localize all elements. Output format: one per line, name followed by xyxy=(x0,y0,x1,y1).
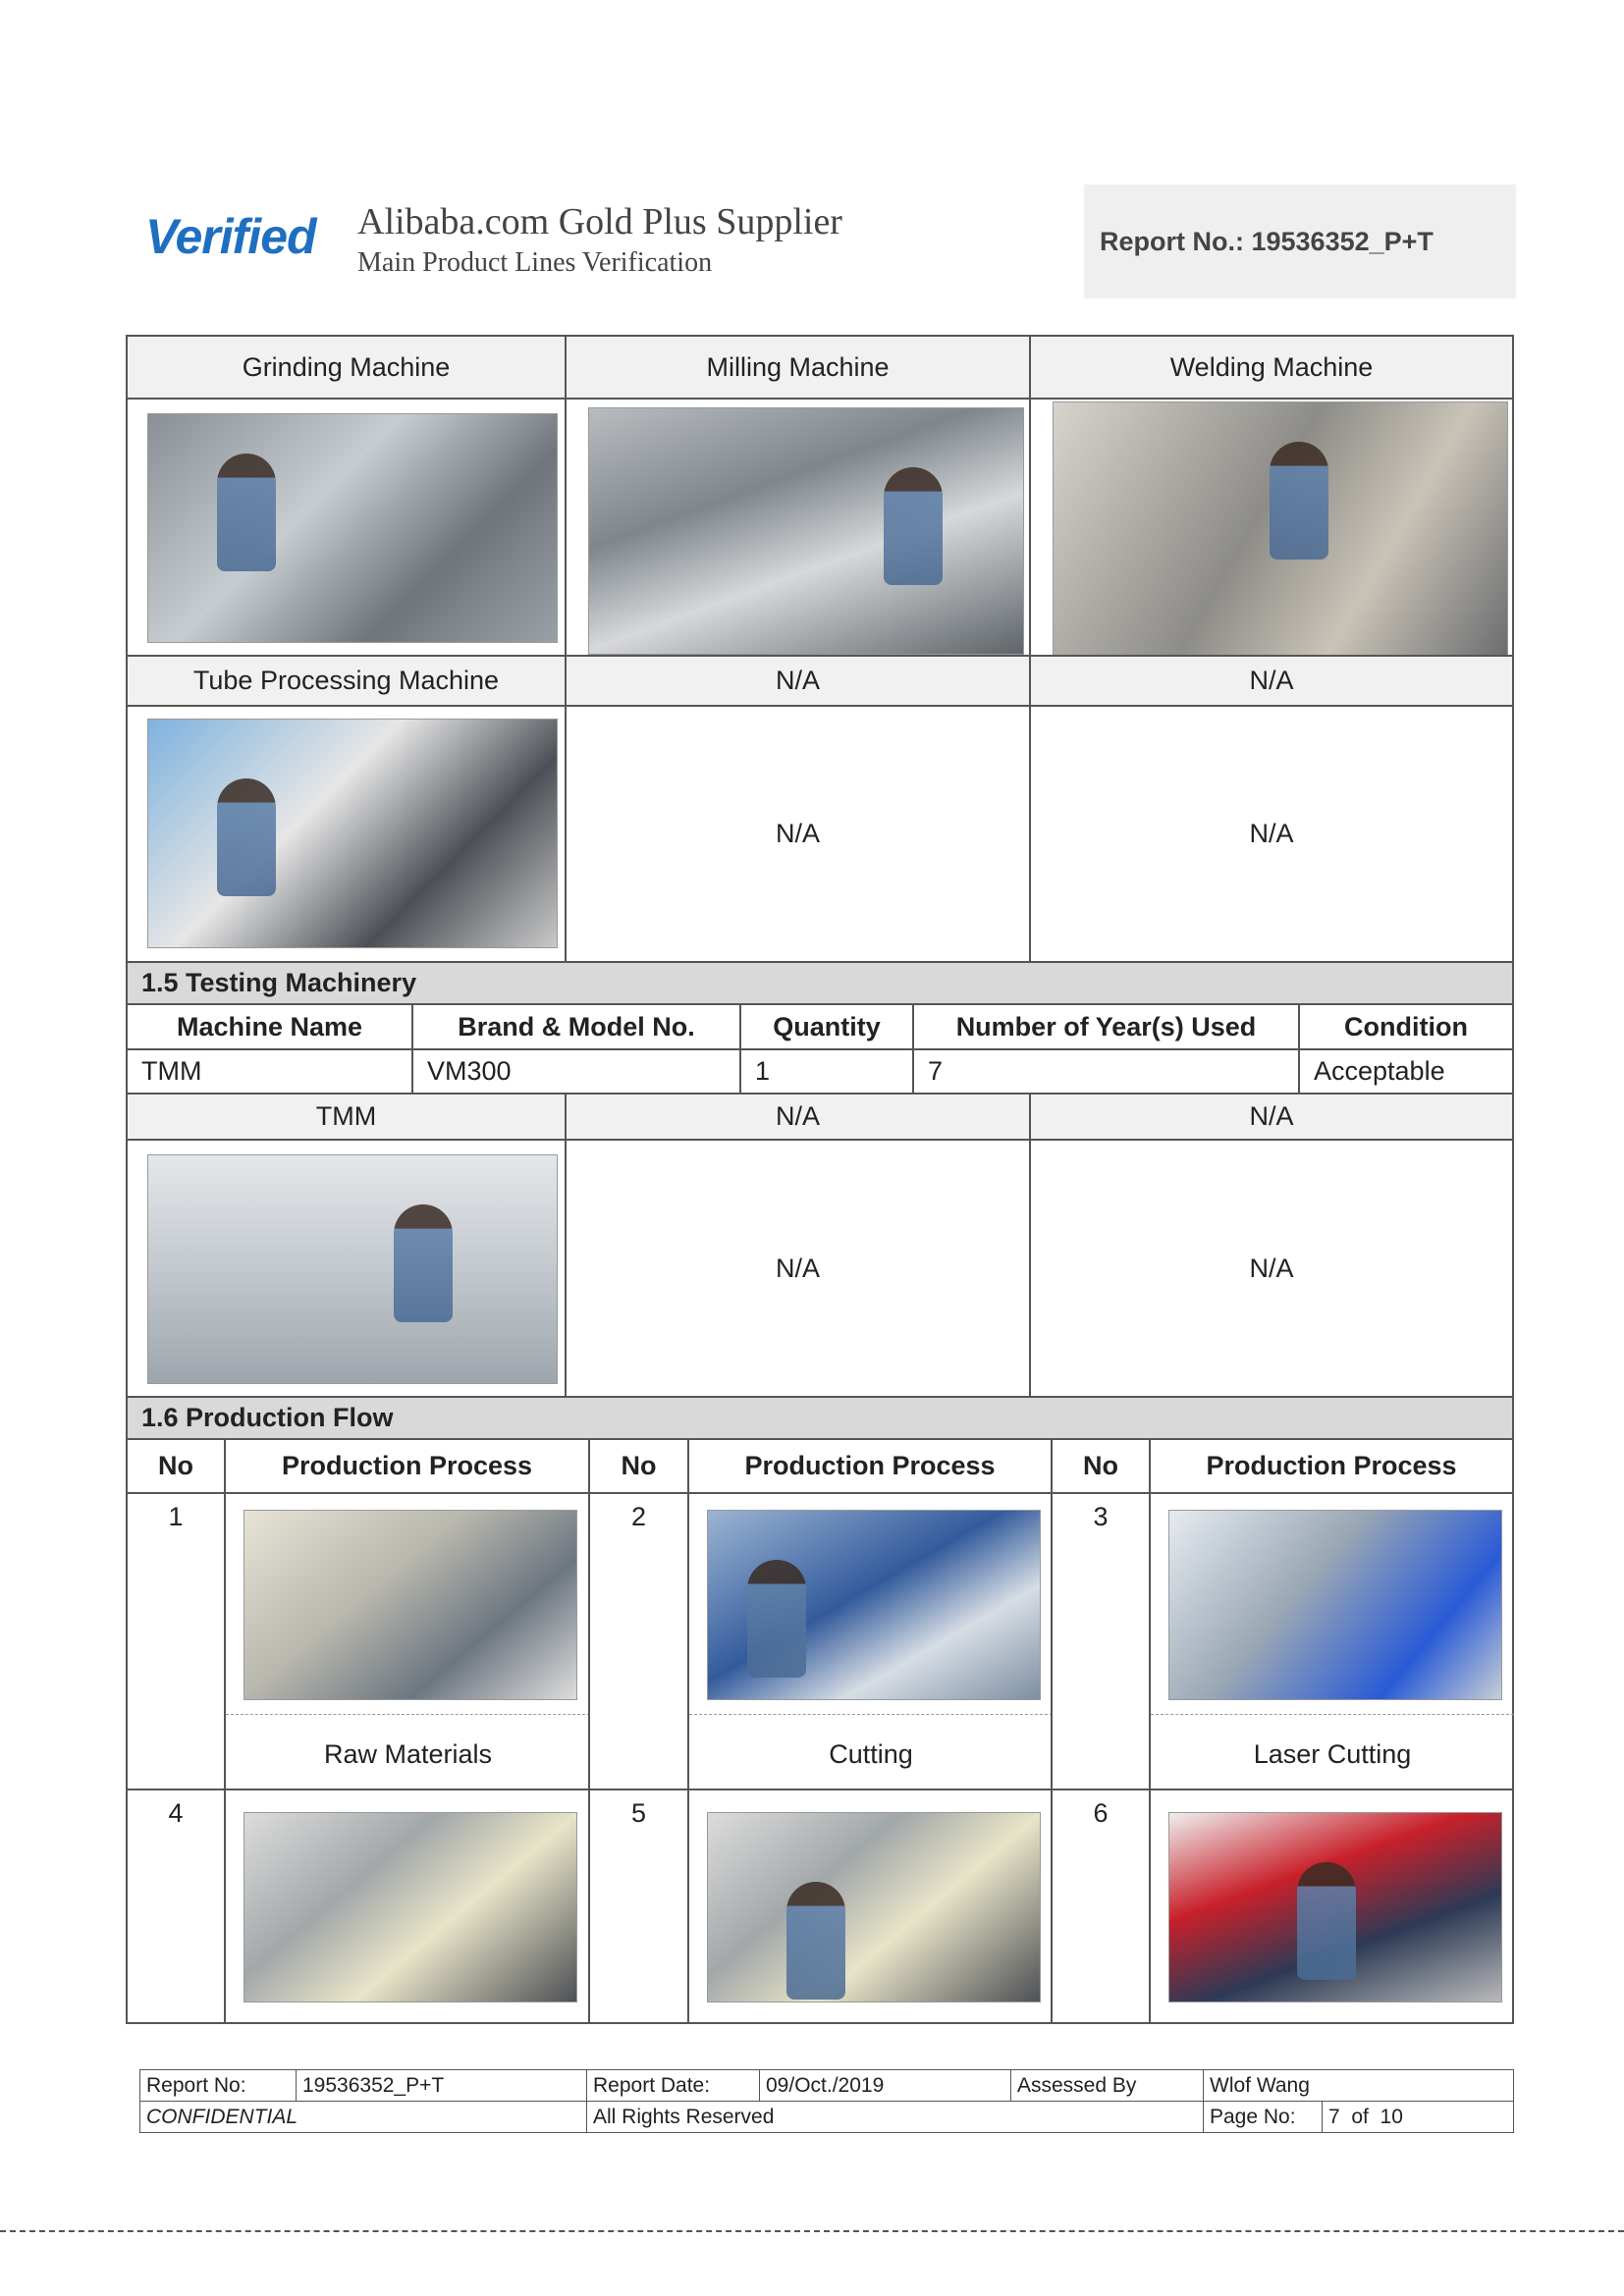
col-process-1: Production Process xyxy=(224,1438,590,1494)
process-photo-5 xyxy=(707,1812,1041,2002)
page-bottom-divider xyxy=(0,2230,1624,2232)
footer-report-date-label: Report Date: xyxy=(586,2069,760,2102)
footer-page-no: 7 of 10 xyxy=(1322,2101,1514,2133)
col-process-2: Production Process xyxy=(687,1438,1053,1494)
table-cell: VM300 xyxy=(411,1048,741,1095)
welding-machine-photo xyxy=(1053,401,1508,657)
header-subtitle: Main Product Lines Verification xyxy=(357,247,713,278)
step-number-cell xyxy=(1051,1789,1151,2024)
col-no-2: No xyxy=(588,1438,689,1494)
raw-materials-photo xyxy=(244,1510,577,1700)
step-number: 5 xyxy=(630,1798,647,1828)
testing-label-na-1: N/A xyxy=(565,1093,1031,1141)
machine-label-grinding: Grinding Machine xyxy=(126,335,567,400)
testing-na-cell-2: N/A xyxy=(1029,1139,1514,1398)
col-no-1: No xyxy=(126,1438,226,1494)
step-number-cell xyxy=(126,1492,226,1790)
section-testing-machinery: 1.5 Testing Machinery xyxy=(126,961,1514,1005)
process-label: Cutting xyxy=(829,1739,913,1769)
machine-label-na-2: N/A xyxy=(1029,655,1514,707)
footer-rights: All Rights Reserved xyxy=(586,2101,1204,2133)
na-cell-2: N/A xyxy=(1029,705,1514,963)
table-cell: TMM xyxy=(126,1048,413,1095)
step-number-cell xyxy=(126,1789,226,2024)
process-photo-4 xyxy=(244,1812,577,2002)
worker-figure xyxy=(747,1560,806,1678)
col-condition: Condition xyxy=(1298,1003,1514,1050)
col-brand-model: Brand & Model No. xyxy=(411,1003,741,1050)
machine-label-tube: Tube Processing Machine xyxy=(126,655,567,707)
table-cell: Acceptable xyxy=(1298,1048,1514,1095)
tmm-machine-photo xyxy=(147,1154,558,1384)
step-number: 3 xyxy=(1093,1502,1109,1531)
verified-logo: Verified xyxy=(145,209,316,264)
worker-figure xyxy=(1297,1862,1356,1980)
report-number: Report No.: 19536352_P+T xyxy=(1100,226,1434,256)
worker-figure xyxy=(884,467,943,585)
step-number-cell xyxy=(588,1492,689,1790)
grinding-machine-photo xyxy=(147,413,558,643)
process-cell-cutting xyxy=(687,1492,1053,1790)
worker-figure xyxy=(786,1882,845,2000)
tmm-photo-cell xyxy=(126,1139,567,1398)
milling-photo-cell xyxy=(565,398,1031,657)
testing-label-tmm: TMM xyxy=(126,1093,567,1141)
worker-figure xyxy=(217,454,276,571)
machine-label-milling: Milling Machine xyxy=(565,335,1031,400)
process-cell-4 xyxy=(224,1789,590,2024)
step-number: 2 xyxy=(630,1502,647,1531)
step-number: 1 xyxy=(168,1502,184,1531)
tube-processing-machine-photo xyxy=(147,719,558,948)
process-photo-6 xyxy=(1168,1812,1502,2002)
worker-figure xyxy=(394,1204,453,1322)
footer-assessed-by: Wlof Wang xyxy=(1203,2069,1514,2102)
process-cell-6 xyxy=(1149,1789,1514,2024)
table-cell: 1 xyxy=(739,1048,914,1095)
na-cell-1: N/A xyxy=(565,705,1031,963)
machine-label-na-1: N/A xyxy=(565,655,1031,707)
footer-report-date: 09/Oct./2019 xyxy=(759,2069,1011,2102)
laser-cutting-photo xyxy=(1168,1510,1502,1700)
header-title: Alibaba.com Gold Plus Supplier xyxy=(357,201,842,242)
table-cell: 7 xyxy=(912,1048,1300,1095)
process-cell-laser-cutting xyxy=(1149,1492,1514,1790)
welding-photo-cell xyxy=(1029,398,1514,657)
milling-machine-photo xyxy=(588,407,1024,655)
step-number: 4 xyxy=(168,1798,184,1828)
section-production-flow: 1.6 Production Flow xyxy=(126,1396,1514,1440)
footer-confidential: CONFIDENTIAL xyxy=(139,2101,587,2133)
col-machine-name: Machine Name xyxy=(126,1003,413,1050)
footer-report-no: 19536352_P+T xyxy=(296,2069,587,2102)
testing-label-na-2: N/A xyxy=(1029,1093,1514,1141)
machine-label-welding: Welding Machine xyxy=(1029,335,1514,400)
worker-figure xyxy=(1270,442,1328,560)
step-number-cell xyxy=(588,1789,689,2024)
report-number-box xyxy=(1084,185,1516,298)
footer-report-no-label: Report No: xyxy=(139,2069,297,2102)
process-label: Laser Cutting xyxy=(1253,1739,1412,1769)
grinding-photo-cell xyxy=(126,398,567,657)
footer-page-no-label: Page No: xyxy=(1203,2101,1323,2133)
col-years-used: Number of Year(s) Used xyxy=(912,1003,1300,1050)
cutting-photo xyxy=(707,1510,1041,1700)
tube-photo-cell xyxy=(126,705,567,963)
step-number: 6 xyxy=(1093,1798,1109,1828)
process-label: Raw Materials xyxy=(323,1739,493,1769)
process-cell-raw-materials xyxy=(224,1492,590,1790)
process-cell-5 xyxy=(687,1789,1053,2024)
step-number-cell xyxy=(1051,1492,1151,1790)
worker-figure xyxy=(217,778,276,896)
testing-na-cell-1: N/A xyxy=(565,1139,1031,1398)
col-quantity: Quantity xyxy=(739,1003,914,1050)
col-no-3: No xyxy=(1051,1438,1151,1494)
footer-assessed-by-label: Assessed By xyxy=(1010,2069,1204,2102)
col-process-3: Production Process xyxy=(1149,1438,1514,1494)
